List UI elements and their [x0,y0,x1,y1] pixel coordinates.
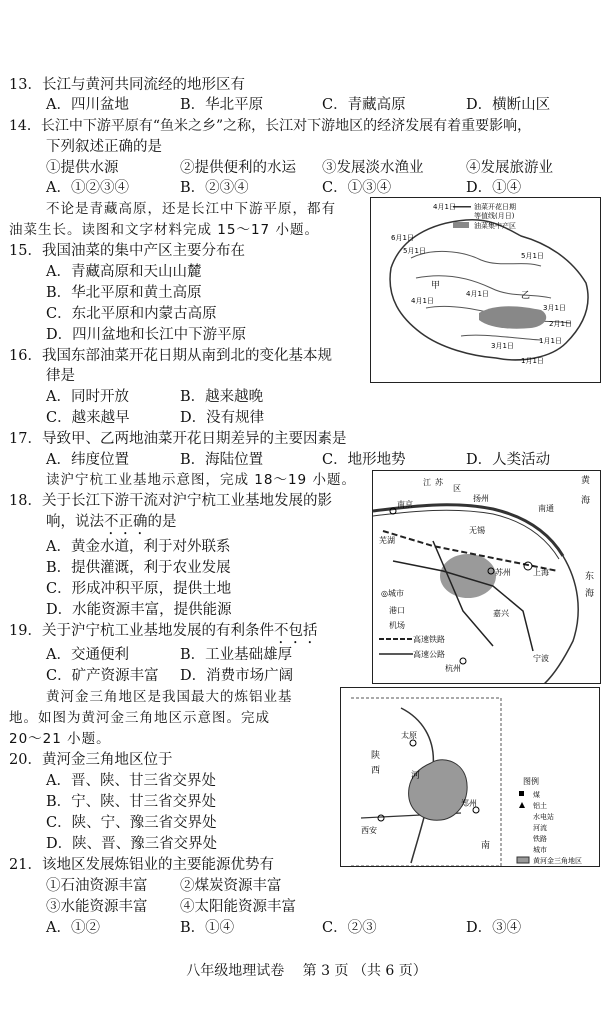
coal-icon [519,791,524,796]
q16-stem-line2: 律是 [46,368,75,384]
q13-option-b[interactable]: B．华北平原 [180,97,264,113]
q18-stem-line2: 响，说法不正确的是 [46,514,177,530]
map2-place-3: 苏州 [495,568,511,577]
material-18-19: 读沪宁杭工业基地示意图，完成 18～19 小题。 [46,472,356,488]
q18-option-c[interactable]: C．形成冲积平原，提供土地 [46,581,232,597]
rapeseed-flowering-map [370,197,601,383]
map3-place-2: 郑州 [461,799,477,808]
q15-option-d[interactable]: D．四川盆地和长江中下游平原 [46,327,247,343]
map1-label-4: 3月1日 [543,304,566,312]
map1-label-jia: 甲 [431,281,441,291]
q21-option-d[interactable]: D．③④ [466,920,522,936]
q21-item-3: ③水能资源丰富 [46,899,148,915]
q18-option-b[interactable]: B．提供灌溉，利于农业发展 [46,560,231,576]
q21-item-2: ②煤炭资源丰富 [180,878,282,894]
map3-place-5: 陕 [371,751,381,761]
q16-option-d[interactable]: D．没有规律 [180,410,265,426]
map1-label-1: 5月1日 [403,247,426,255]
material-15-17-line2: 油菜生长。读图和文字材料完成 15～17 小题。 [9,222,319,238]
material-20-21-line3: 20～21 小题。 [9,731,111,747]
map3-legend-0: 煤 [533,791,540,799]
map2-legend-3: 高速铁路 [413,635,445,644]
q15-option-b[interactable]: B．华北平原和黄土高原 [46,285,202,301]
map2-legend-4: 高速公路 [413,650,445,659]
map2-place-0: 南京 [397,500,413,509]
q17-option-c[interactable]: C．地形地势 [322,452,406,468]
q17-option-a[interactable]: A．纬度位置 [46,452,129,468]
map2-place-5: 嘉兴 [493,609,509,618]
q20-option-c[interactable]: C．陕、宁、豫三省交界处 [46,815,217,831]
map2-place-1: 芜湖 [379,536,395,545]
map1-label-6: 1月1日 [539,337,562,345]
rapeseed-map-svg [371,198,601,383]
map1-label-10: 3月1日 [491,342,514,350]
map1-label-0: 6月1日 [391,234,414,242]
q13-option-c[interactable]: C．青藏高原 [322,97,406,113]
material-15-17-line1: 不论是青藏高原，还是长江中下游平原，都有 [46,201,336,217]
map1-label-11: 1月1日 [521,357,544,365]
q19-option-b[interactable]: B．工业基础雄厚 [180,647,293,663]
isoline-d [461,335,541,340]
map3-legend-2: 水电站 [533,813,554,821]
q21-item-1: ①石油资源丰富 [46,878,148,894]
map2-legend-2: 机场 [389,621,405,630]
q14-option-c[interactable]: C．①③④ [322,180,392,196]
legend-isoline: 等值线(月日) [474,212,515,220]
map2-place-2: 无锡 [469,526,485,535]
q21-option-b[interactable]: B．①④ [180,920,235,936]
q16-stem-line1: 16．我国东部油菜开花日期从南到北的变化基本规 [9,348,332,364]
map3-place-1: 西安 [361,826,377,835]
q21-item-4: ④太阳能资源丰富 [180,899,296,915]
q20-option-d[interactable]: D．陕、晋、豫三省交界处 [46,836,218,852]
map3-place-4: 南 [481,841,491,851]
map2-place-10: 黄 [581,476,591,486]
map2-legend-1: 港口 [389,606,405,615]
map3-legend-title: 图例 [523,777,539,786]
map2-place-6: 杭州 [445,664,461,673]
map3-place-0: 太原 [401,731,417,740]
map1-label-3: 4月1日 [411,297,434,305]
legend-area-swatch [453,222,469,228]
q14-option-a[interactable]: A．①②③④ [46,180,129,196]
city-taiyuan-marker [410,740,416,746]
q14-item-3: ③发展淡水渔业 [322,160,424,176]
bauxite-icon [519,802,525,808]
q17-stem: 17．导致甲、乙两地油菜开花日期差异的主要因素是 [9,431,347,447]
q15-option-c[interactable]: C．东北平原和内蒙古高原 [46,306,217,322]
triangle-area-swatch [517,857,529,863]
q14-stem-line2: 下列叙述正确的是 [46,139,162,155]
q20-option-b[interactable]: B．宁、陕、甘三省交界处 [46,794,217,810]
map2-place-16: 区 [453,484,461,493]
q14-item-1: ①提供水源 [46,160,119,176]
q15-stem: 15．我国油菜的集中产区主要分布在 [9,243,245,259]
legend-production: 油菜集中产区 [474,222,516,230]
huninghang-map-svg [373,471,601,684]
yellow-river-triangle-map [340,687,600,867]
map1-label-5: 2月1日 [549,320,572,328]
golden-triangle-area [409,760,468,820]
q20-option-a[interactable]: A．晋、陕、甘三省交界处 [46,773,216,789]
map3-legend-5: 城市 [533,846,547,854]
map2-legend-0: ◎城市 [381,589,404,598]
map3-legend-3: 河流 [533,824,547,832]
q17-option-b[interactable]: B．海陆位置 [180,452,264,468]
q18-option-a[interactable]: A．黄金水道，利于对外联系 [46,539,231,555]
q14-option-d[interactable]: D．①④ [466,180,522,196]
triangle-map-svg [341,688,600,867]
map2-place-14: 江 [423,478,431,487]
q14-item-4: ④发展旅游业 [466,160,553,176]
q15-option-a[interactable]: A．青藏高原和天山山麓 [46,264,202,280]
map2-place-12: 东 [585,572,595,582]
map2-place-4: 上海 [533,568,549,577]
map2-place-7: 宁波 [533,654,549,663]
q20-stem: 20．黄河金三角地区位于 [9,752,173,768]
q21-option-c[interactable]: C．②③ [322,920,377,936]
q19-option-d[interactable]: D．消费市场广阔 [180,668,294,684]
q19-emphasis: 不包括 [273,623,318,639]
huninghang-industrial-map [372,470,601,684]
page-footer: 八年级地理试卷 第 3 页 （共 6 页） [186,963,427,979]
map2-place-15: 苏 [435,478,443,487]
q16-option-a[interactable]: A．同时开放 [46,389,129,405]
map2-place-11: 海 [581,496,591,506]
map1-label-9: 4月1日 [466,290,489,298]
city-xian-marker [378,815,384,821]
map2-place-9: 南通 [538,504,554,513]
legend-4-1: 4月1日 [433,203,456,211]
q17-option-d[interactable]: D．人类活动 [466,452,551,468]
q18-stem-line1: 18．关于长江下游干流对沪宁杭工业基地发展的影 [9,493,332,509]
q14-stem-line1: 14．长江中下游平原有“鱼米之乡”之称，长江对下游地区的经济发展有着重要影响， [9,118,532,134]
map1-label-yi: 乙 [521,291,531,301]
material-20-21-line2: 地。如图为黄河金三角地区示意图。完成 [9,710,270,726]
map1-label-2: 5月1日 [521,252,544,260]
q21-stem: 21．该地区发展炼铝业的主要能源优势有 [9,857,274,873]
map2-place-13: 海 [585,589,595,599]
q14-option-b[interactable]: B．②③④ [180,180,249,196]
q16-option-c[interactable]: C．越来越早 [46,410,130,426]
map2-place-8: 扬州 [473,494,489,503]
map3-legend-1: 铝土 [533,802,547,810]
q19-option-c[interactable]: C．矿产资源丰富 [46,668,159,684]
material-20-21-line1: 黄河金三角地区是我国最大的炼铝业基 [46,689,293,705]
rapeseed-production-area [479,306,546,328]
map3-legend-4: 铁路 [533,835,547,843]
q13-option-a[interactable]: A．四川盆地 [46,97,129,113]
q13-stem: 13．长江与黄河共同流经的地形区有 [9,77,245,93]
q18-option-d[interactable]: D．水能资源丰富，提供能源 [46,602,232,618]
legend-flowering: 油菜开花日期 [474,203,516,211]
q19-option-a[interactable]: A．交通便利 [46,647,129,663]
q19-stem: 19．关于沪宁杭工业基地发展的有利条件不包括 [9,623,318,639]
map3-legend-6: 黄河金三角地区 [533,857,582,865]
q21-option-a[interactable]: A．①② [46,920,100,936]
q14-item-2: ②提供便利的水运 [180,160,296,176]
q13-option-d[interactable]: D．横断山区 [466,97,551,113]
map3-place-6: 西 [371,766,381,776]
map3-place-3: 河 [411,771,421,781]
q18-emphasis: 不正确 [104,514,148,530]
q16-option-b[interactable]: B．越来越晚 [180,389,264,405]
